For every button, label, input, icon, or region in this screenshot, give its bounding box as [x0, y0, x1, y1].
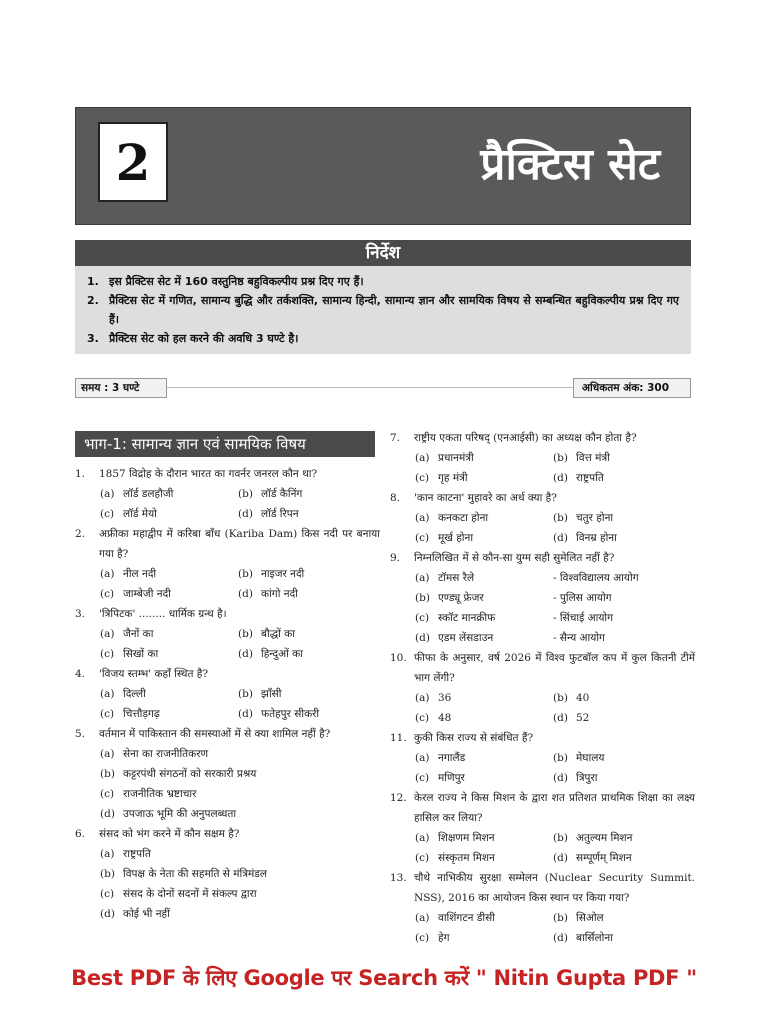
option-text: बौद्धों का — [261, 628, 295, 640]
option-letter: (b) — [553, 912, 568, 924]
instruction-item — [87, 291, 679, 329]
option-text: वित्त मंत्री — [576, 452, 610, 464]
meta-divider — [167, 387, 573, 388]
option-letter: (d) — [553, 712, 568, 724]
question-block — [75, 824, 380, 924]
option — [238, 704, 376, 724]
question-text: 'त्रिपिटक' ........ धार्मिक ग्रन्थ है। — [99, 608, 227, 620]
option-text: संसद के दोनों सदनों में संकल्प द्वारा — [123, 888, 257, 900]
option-text: मणिपुर — [438, 772, 465, 784]
option-letter: (b) — [553, 452, 568, 464]
question-row — [75, 524, 380, 564]
option-letter: (c) — [100, 708, 115, 720]
pair-item: एण्ड्यू फ्रेजर — [438, 592, 484, 604]
option-letter: (d) — [238, 708, 253, 720]
question-row — [390, 868, 695, 908]
option-letter: (a) — [415, 832, 430, 844]
instruction-text: इस प्रैक्टिस सेट में 160 वस्तुनिष्ठ बहुविकल्पीय प्रश्न दिए गए हैं। — [109, 275, 364, 288]
option-letter: (c) — [415, 712, 430, 724]
option-letter: (c) — [100, 588, 115, 600]
option — [100, 884, 257, 904]
section-heading: भाग-1: सामान्य ज्ञान एवं सामयिक विषय — [75, 431, 375, 457]
questions-right-column — [390, 428, 695, 948]
option-letter: (a) — [415, 692, 430, 704]
options-grid — [390, 748, 695, 788]
question-number: 3. — [75, 608, 86, 620]
option-letter: (b) — [553, 752, 568, 764]
option-row — [415, 448, 695, 468]
option-letter: (b) — [553, 512, 568, 524]
option-text: बार्सिलोना — [576, 932, 613, 944]
instruction-text: प्रैक्टिस सेट को हल करने की अवधि 3 घण्टे है। — [109, 332, 299, 345]
question-row — [75, 824, 380, 844]
option — [100, 584, 238, 604]
question-text: केरल राज्य ने किस मिशन के द्वारा शत प्रतिशत प्राथमिक शिक्षा का लक्ष्य हासिल कर लिया? — [414, 792, 695, 824]
options-grid — [390, 688, 695, 728]
option-text: जैनों का — [123, 628, 154, 640]
option — [100, 764, 256, 784]
question-text: अफ्रीका महाद्वीप में करिबा बाँध (Kariba Dam) किस नदी पर बनाया गया है? — [99, 528, 380, 560]
option — [238, 484, 376, 504]
option-text: 48 — [438, 712, 452, 724]
option-letter: (c) — [100, 788, 115, 800]
option-row — [415, 848, 695, 868]
option-text: नगालैंड — [438, 752, 466, 764]
option-row — [100, 684, 380, 704]
option-text: लॉर्ड रिपन — [261, 508, 299, 520]
option — [238, 584, 376, 604]
option-letter: (d) — [553, 532, 568, 544]
option-letter: (d) — [553, 772, 568, 784]
instructions-box — [75, 266, 691, 354]
options-grid — [390, 908, 695, 948]
question-row — [75, 464, 380, 484]
instruction-number: 2. — [87, 294, 99, 307]
question-text: कुकी किस राज्य से संबंधित हैं? — [414, 732, 534, 744]
option-row — [100, 744, 380, 764]
option-letter: (d) — [553, 932, 568, 944]
option-row — [100, 704, 380, 724]
option-text: सेना का राजनीतिकरण — [123, 748, 209, 760]
option — [553, 848, 691, 868]
question-row — [390, 648, 695, 688]
options-grid — [75, 624, 380, 664]
pair-item: स्कॉट मानक्रीफ — [438, 612, 496, 624]
pair-left — [415, 588, 553, 608]
question-block — [75, 724, 380, 824]
set-title: प्रैक्टिस सेट — [480, 139, 660, 190]
option-row — [100, 804, 380, 824]
question-block — [390, 488, 695, 548]
pair-match: - विश्वविद्यालय आयोग — [553, 572, 639, 584]
question-row — [390, 728, 695, 748]
option-text: मेघालय — [576, 752, 605, 764]
option-letter: (a) — [415, 512, 430, 524]
question-text: 'विजय स्तम्भ' कहाँ स्थित है? — [99, 668, 209, 680]
options-grid — [75, 484, 380, 524]
option-letter: (d) — [238, 648, 253, 660]
questions-left-column — [75, 464, 380, 924]
option-letter: (c) — [415, 472, 430, 484]
option-row — [415, 508, 695, 528]
option-row — [100, 584, 380, 604]
options-list — [75, 844, 380, 924]
instruction-number: 3. — [87, 332, 99, 345]
option — [415, 848, 553, 868]
option-letter: (a) — [100, 488, 115, 500]
option — [100, 844, 151, 864]
option-text: कांगो नदी — [261, 588, 298, 600]
option-letter: (a) — [415, 452, 430, 464]
option — [415, 748, 553, 768]
pair-match: - सिंचाई आयोग — [553, 612, 614, 624]
option — [100, 564, 238, 584]
option — [100, 644, 238, 664]
option-letter: (b) — [100, 768, 115, 780]
option — [100, 904, 170, 924]
pair-item: एडम लेंसडाउन — [438, 632, 494, 644]
option — [415, 448, 553, 468]
option-row — [415, 828, 695, 848]
option-row — [415, 908, 695, 928]
option — [553, 448, 691, 468]
instructions-heading: निर्देश — [75, 240, 691, 266]
option — [100, 784, 196, 804]
option — [238, 644, 376, 664]
options-grid — [390, 508, 695, 548]
option-text: शिक्षणम मिशन — [438, 832, 495, 844]
option — [415, 928, 553, 948]
question-number: 2. — [75, 528, 86, 540]
option-row — [100, 844, 380, 864]
question-text: चौथे नाभिकीय सुरक्षा सम्मेलन (Nuclear Security Summit. NSS), 2016 का आयोजन किस स्थान पर किया गया? — [414, 872, 695, 904]
options-grid — [390, 448, 695, 488]
question-number: 7. — [390, 432, 401, 444]
option — [553, 688, 691, 708]
option-text: नील नदी — [123, 568, 157, 580]
option-text: उपजाऊ भूमि की अनुपलब्धता — [123, 808, 237, 820]
option — [100, 704, 238, 724]
pair-match: - सैन्य आयोग — [553, 632, 605, 644]
option-text: वाशिंगटन डीसी — [438, 912, 495, 924]
option — [415, 688, 553, 708]
option — [238, 564, 376, 584]
option — [100, 744, 208, 764]
option-text: त्रिपुरा — [576, 772, 598, 784]
question-block — [390, 788, 695, 868]
question-text: 1857 विद्रोह के दौरान भारत का गवर्नर जनरल कौन था? — [99, 468, 318, 480]
pair-left — [415, 608, 553, 628]
option — [100, 624, 238, 644]
option — [415, 708, 553, 728]
option-row — [415, 708, 695, 728]
question-text: 'कान काटना' मुहावरे का अर्थ क्या है? — [414, 492, 557, 504]
match-pair-row — [390, 628, 695, 648]
option — [553, 528, 691, 548]
option-text: कनकटा होना — [438, 512, 489, 524]
option — [100, 504, 238, 524]
option — [415, 508, 553, 528]
pair-item: टॉमस रैले — [438, 572, 475, 584]
option-text: चित्तौड़गढ़ — [123, 708, 160, 720]
pair-left — [415, 628, 553, 648]
pair-match: - पुलिस आयोग — [553, 592, 612, 604]
option-letter: (b) — [100, 868, 115, 880]
option-text: गृह मंत्री — [438, 472, 468, 484]
question-block — [75, 524, 380, 604]
question-row — [390, 788, 695, 828]
pair-left — [415, 568, 553, 588]
question-row — [75, 664, 380, 684]
option-letter: (c) — [415, 532, 430, 544]
option-row — [415, 928, 695, 948]
instruction-text: प्रैक्टिस सेट में गणित, सामान्य बुद्धि और तर्कशक्ति, सामान्य हिन्दी, सामान्य ज्ञान और सामयिक विषय से सम्बन्धित बहुविकल्पीय प्रश्न दिए गए हैं। — [109, 294, 679, 326]
options-grid — [390, 828, 695, 868]
option — [553, 708, 691, 728]
option-letter: (c) — [100, 648, 115, 660]
option-text: कोई भी नहीं — [123, 908, 170, 920]
option-text: मूर्ख होना — [438, 532, 474, 544]
option — [238, 504, 376, 524]
option-row — [100, 504, 380, 524]
option-letter: (b) — [238, 628, 253, 640]
question-text: संसद को भंग करने में कौन सक्षम है? — [99, 828, 240, 840]
set-header-banner — [75, 107, 691, 225]
question-block — [390, 728, 695, 788]
option-row — [415, 768, 695, 788]
option-letter: (a) — [100, 848, 115, 860]
option-row — [100, 904, 380, 924]
time-box: समय : 3 घण्टे — [75, 378, 167, 398]
option-letter: (d) — [100, 808, 115, 820]
option-row — [100, 884, 380, 904]
question-block — [390, 428, 695, 488]
options-grid — [75, 564, 380, 604]
question-block — [75, 464, 380, 524]
max-marks-box: अधिकतम अंक: 300 — [573, 378, 691, 398]
option-text: विनम्र होना — [576, 532, 617, 544]
option-letter: (b) — [553, 692, 568, 704]
option — [238, 624, 376, 644]
option-letter: (d) — [553, 852, 568, 864]
option — [100, 484, 238, 504]
option-letter: (c) — [415, 612, 430, 624]
question-number: 10. — [390, 652, 407, 664]
option-text: चतुर होना — [576, 512, 614, 524]
option — [100, 804, 236, 824]
option-row — [415, 468, 695, 488]
match-pair-row — [390, 588, 695, 608]
option-text: फतेहपुर सीकरी — [261, 708, 320, 720]
question-number: 8. — [390, 492, 401, 504]
option-text: प्रधानमंत्री — [438, 452, 474, 464]
option — [415, 468, 553, 488]
option-letter: (b) — [238, 688, 253, 700]
option — [415, 768, 553, 788]
option-letter: (b) — [415, 592, 430, 604]
question-number: 13. — [390, 872, 407, 884]
option-text: हिन्दुओं का — [261, 648, 303, 660]
question-block — [390, 548, 695, 648]
option-row — [100, 764, 380, 784]
question-row — [390, 548, 695, 568]
option-text: 40 — [576, 692, 590, 704]
question-number: 12. — [390, 792, 407, 804]
question-row — [75, 724, 380, 744]
option — [238, 684, 376, 704]
option — [100, 864, 267, 884]
options-grid — [75, 684, 380, 724]
set-number-box: 2 — [98, 122, 168, 202]
instruction-item — [87, 329, 679, 348]
option-letter: (a) — [100, 568, 115, 580]
option-letter: (d) — [553, 472, 568, 484]
option — [553, 828, 691, 848]
option-letter: (a) — [100, 688, 115, 700]
question-text: निम्नलिखित में से कौन-सा युग्म सही सुमेलित नहीं है? — [414, 552, 615, 564]
option-row — [100, 624, 380, 644]
option-text: लॉर्ड डलहौजी — [123, 488, 174, 500]
question-row — [390, 488, 695, 508]
option-letter: (c) — [415, 772, 430, 784]
question-number: 9. — [390, 552, 401, 564]
question-block — [75, 604, 380, 664]
option-row — [415, 528, 695, 548]
option-row — [100, 484, 380, 504]
option-letter: (b) — [238, 488, 253, 500]
option-letter: (d) — [238, 588, 253, 600]
question-block — [75, 664, 380, 724]
option-text: जाम्बेजी नदी — [123, 588, 171, 600]
option-text: सिखों का — [123, 648, 159, 660]
option-row — [100, 864, 380, 884]
option-text: झाँसी — [261, 688, 282, 700]
question-block — [390, 648, 695, 728]
option-row — [100, 564, 380, 584]
option-letter: (b) — [238, 568, 253, 580]
question-text: वर्तमान में पाकिस्तान की समस्याओं में से क्या शामिल नहीं है? — [99, 728, 331, 740]
option-text: विपक्ष के नेता की सहमति से मंत्रिमंडल — [123, 868, 268, 880]
option-letter: (d) — [100, 908, 115, 920]
question-block — [390, 868, 695, 948]
option-letter: (a) — [100, 628, 115, 640]
option-letter: (c) — [415, 932, 430, 944]
option-letter: (a) — [100, 748, 115, 760]
question-number: 6. — [75, 828, 86, 840]
option — [553, 768, 691, 788]
option — [553, 908, 691, 928]
question-number: 11. — [390, 732, 407, 744]
option-text: राष्ट्रपति — [576, 472, 604, 484]
question-row — [75, 604, 380, 624]
option-text: 52 — [576, 712, 590, 724]
option-text: लॉर्ड कैनिंग — [261, 488, 303, 500]
match-pair-row — [390, 568, 695, 588]
option-text: संस्कृतम मिशन — [438, 852, 495, 864]
option-text: राष्ट्रपति — [123, 848, 151, 860]
option-row — [100, 784, 380, 804]
question-row — [390, 428, 695, 448]
option-text: सम्पूर्णम् मिशन — [576, 852, 632, 864]
option-letter: (d) — [415, 632, 430, 644]
option-text: दिल्ली — [123, 688, 146, 700]
option-letter: (a) — [415, 912, 430, 924]
option-text: नाइजर नदी — [261, 568, 305, 580]
option-text: लॉर्ड मेयो — [123, 508, 157, 520]
option — [553, 468, 691, 488]
promo-footer: Best PDF के लिए Google पर Search करें " Nitin Gupta PDF " — [71, 966, 697, 990]
question-number: 4. — [75, 668, 86, 680]
option-letter: (c) — [100, 888, 115, 900]
option-text: सिओल — [576, 912, 604, 924]
option-letter: (a) — [415, 752, 430, 764]
instruction-number: 1. — [87, 275, 99, 288]
option-letter: (c) — [415, 852, 430, 864]
option — [553, 748, 691, 768]
match-pair-row — [390, 608, 695, 628]
option — [553, 508, 691, 528]
option-letter: (a) — [415, 572, 430, 584]
option — [415, 528, 553, 548]
option-row — [415, 748, 695, 768]
option-text: हेग — [438, 932, 450, 944]
option — [415, 828, 553, 848]
question-text: राष्ट्रीय एकता परिषद् (एनआईसी) का अध्यक्ष कौन होता है? — [414, 432, 637, 444]
option — [100, 684, 238, 704]
option-letter: (b) — [553, 832, 568, 844]
options-list — [75, 744, 380, 824]
option-text: कट्टरपंथी संगठनों को सरकारी प्रश्रय — [123, 768, 257, 780]
option — [415, 908, 553, 928]
question-number: 5. — [75, 728, 86, 740]
option-text: 36 — [438, 692, 452, 704]
option-row — [100, 644, 380, 664]
instruction-item — [87, 272, 679, 291]
option-letter: (d) — [238, 508, 253, 520]
option-letter: (c) — [100, 508, 115, 520]
option-row — [415, 688, 695, 708]
option-text: अतुल्यम मिशन — [576, 832, 633, 844]
question-number: 1. — [75, 468, 86, 480]
option — [553, 928, 691, 948]
question-text: फीफा के अनुसार, वर्ष 2026 में विश्व फुटबॉल कप में कुल कितनी टीमें भाग लेंगी? — [414, 652, 695, 684]
option-text: राजनीतिक भ्रष्टाचार — [123, 788, 197, 800]
